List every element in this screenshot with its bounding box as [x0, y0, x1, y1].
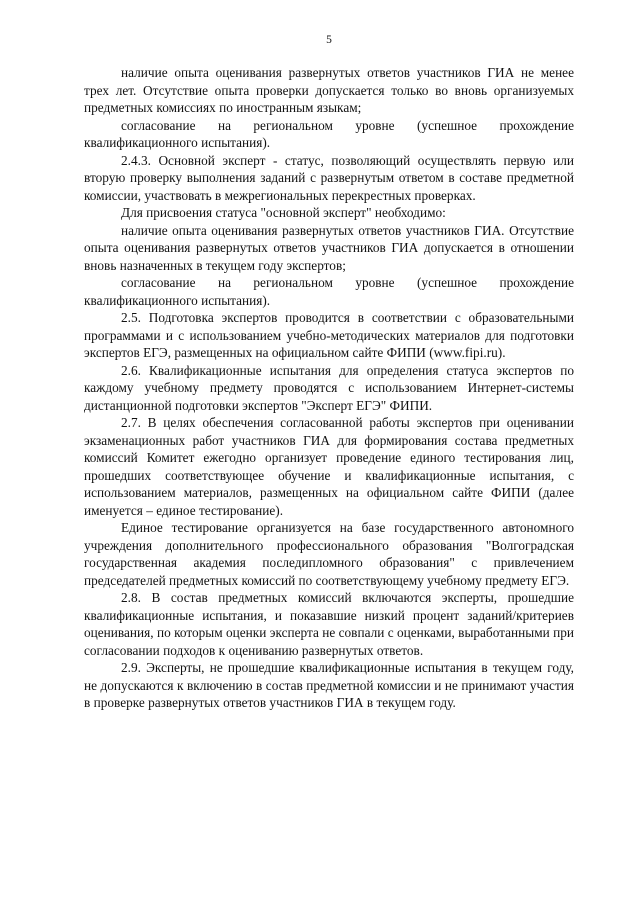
- paragraph-regional-approval-leading: согласование на региональном уровне (успешное прохождение квалификационного испытания).: [84, 117, 574, 150]
- paragraph-main-expert-requirements: Для присвоения статуса "основной эксперт" необходимо:: [121, 205, 446, 220]
- paragraph-main-expert-experience: наличие опыта оценивания развернутых ответов участников ГИА. Отсутствие опыта оценивания развернутых ответов участников ГИА допускается в отношении вновь назначенных в текущем году экспертов;: [84, 222, 574, 273]
- paragraph-2-8: 2.8. В состав предметных комиссий включаются эксперты, прошедшие квалификационные испытания, и показавшие низкий процент заданий/критериев оценивания, по которым оценки эксперта не совпали с оценками, выработанными при согласовании подходов к оцениванию развернутых ответов.: [84, 590, 574, 658]
- paragraph-2-4-3: 2.4.3. Основной эксперт - статус, позволяющий осуществлять первую или вторую проверку выполнения заданий с развернутым ответом в составе предметной комиссии, участвовать в межрегиональных перекрестных проверках.: [84, 152, 574, 203]
- paragraph-2-5: 2.5. Подготовка экспертов проводится в соответствии с образовательными программами и с использованием учебно-методических материалов для подготовки экспертов ЕГЭ, размещенных на официальном сайте ФИПИ (www.fipi.ru).: [84, 310, 574, 360]
- paragraph-experience-requirement-leading: наличие опыта оценивания развернутых ответов участников ГИА не менее трех лет. Отсутствие опыта проверки допускается только во вновь организуемых предметных комиссиях по иностранным языкам;: [84, 65, 574, 115]
- paragraph-unified-testing: Единое тестирование организуется на базе государственного автономного учреждения дополнительного профессионального образования "Волгоградская государственная академия последипломного образования" с привлечением председателей предметных комиссий по соответствующему учебному предмету ЕГЭ.: [84, 520, 574, 588]
- paragraph-2-6: 2.6. Квалификационные испытания для определения статуса экспертов по каждому учебному предмету проводятся с использованием Интернет-системы дистанционной подготовки экспертов "Эксперт ЕГЭ" ФИПИ.: [84, 362, 574, 413]
- page-number: 5: [326, 34, 332, 46]
- paragraph-2-7: 2.7. В целях обеспечения согласованной работы экспертов при оценивании экзаменационных работ участников ГИА для формирования состава предметных комиссий Комитет ежегодно организует проведение единого тестирования лиц, прошедших соответствующее обучение и квалификационные испытания, с использованием материалов, размещенных на официальном сайте ФИПИ (далее именуется – единое тестирование).: [84, 415, 574, 518]
- paragraph-2-9: 2.9. Эксперты, не прошедшие квалификационные испытания в текущем году, не допускаются к включению в состав предметной комиссии и не принимают участия в проверке развернутых ответов участников ГИА в текущем году.: [84, 660, 574, 710]
- paragraph-main-expert-approval: согласование на региональном уровне (успешное прохождение квалификационного испытания).: [84, 275, 574, 308]
